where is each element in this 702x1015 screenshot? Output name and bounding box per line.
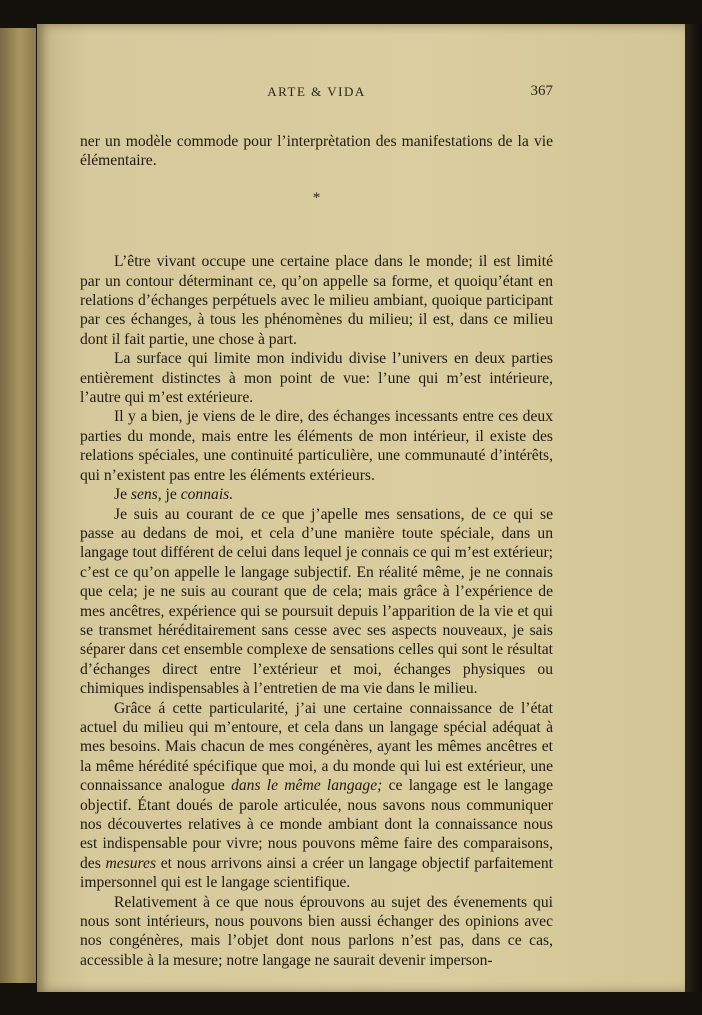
paragraph-6-emphasis-1: dans le même langage; — [231, 777, 383, 795]
facing-page-edge — [0, 28, 36, 983]
intro-paragraph: ner un modèle commode pour l’interprètation des manifestations de la vie élémentaire. — [80, 133, 553, 170]
page-edge-shadow — [685, 24, 702, 992]
paragraph-4 — [80, 485, 553, 504]
paragraph-3: Il y a bien, je viens de le dire, des échanges incessants entre ces deux parties du monde, mais entre les éléments de mon intérieur, il existe des relations spéciales, une continuité particulière, une communauté d’intérêts, qui n’existent pas entre les éléments extérieurs. — [80, 408, 553, 484]
paragraph-6-text-b: ce langage est le langage objectif. Étant doués de parole articulée, nous savons nous communiquer nos découvertes relatives à ce monde ambiant dont la connaissance nous est indispensable pour vivre; nous pouvons même faire des comparaisons, des — [80, 777, 554, 872]
paragraph-2: La surface qui limite mon individu divise l’univers en deux parties entièrement distinctes à mon point de vue: l’une qui m’est intérieure, l’autre qui m’est extérieure. — [80, 350, 553, 407]
paragraph-4-text-a: Je — [114, 486, 131, 504]
paragraph-4-text-b: je — [161, 486, 181, 504]
page-number: 367 — [530, 83, 553, 99]
paragraph-6-text-c: et nous arrivons ainsi a créer un langage objectif parfaitement impersonnel qui est le langage scientifique. — [80, 854, 553, 892]
running-title: ARTE & VIDA — [267, 84, 366, 99]
paragraph-6-emphasis-2: mesures — [105, 854, 157, 872]
paragraph-6 — [80, 699, 553, 893]
paragraph-4-emphasis-2: connais. — [180, 486, 234, 504]
paragraph-4-emphasis-1: sens, — [130, 486, 162, 504]
paragraph-7: Relativement à ce que nous éprouvons au sujet des évenements qui nous sont intérieurs, nous pouvons bien aussi échanger des opinions avec nos congénères, mais l’objet dont nous parlons n’est pas, dans ce cas, accessible à la mesure; notre langage ne saurait devenir imperson- — [80, 893, 553, 969]
paragraph-5: Je suis au courant de ce que j’apelle mes sensations, de ce qui se passe au dedans de moi, et cela d’une manière toute spéciale, dans un langage tout différent de celui dans lequel je connais ce qui m’est extérieur; c’est ce qu’on appelle le langage subjectif. En réalité même, je ne connais que cela; je ne suis au courant que de cela; mais grâce à l’expérience de mes ancêtres, expérience qui se poursuit depuis l’apparition de la vie et qui se transmet héréditairement sans cesse avec ses aspects nouveaux, je sais séparer dans cet ensemble complexe de sensations celles qui sont le résultat d’échanges direct entre l’extérieur et moi, échanges physiques ou chimiques indispensables à l’entretien de ma vie dans le milieu. — [80, 505, 553, 698]
paragraph-1: L’être vivant occupe une certaine place dans le monde; il est limité par un contour déterminant ce, qu’on appelle sa forme, et quoiqu’étant en relations d’échanges perpétuels avec le milieu ambiant, quoique participant par ces échanges, à tous les phénomènes du milieu; il est, dans ce milieu dont il fait partie, une chose à part. — [80, 253, 553, 348]
section-separator: * — [312, 189, 321, 206]
paragraph-6-text-a: Grâce á cette particularité, j’ai une certaine connaissance de l’état actuel du milieu qui m’entoure, et cela dans un langage spécial adéquat à mes besoins. Mais chacun de mes congénères, ayant les mêmes ancêtres et la même hérédité spécifique que moi, a du monde qui lui est extérieur, une connaissance analogue — [80, 699, 553, 795]
page-body — [80, 132, 553, 970]
running-header — [80, 84, 553, 102]
